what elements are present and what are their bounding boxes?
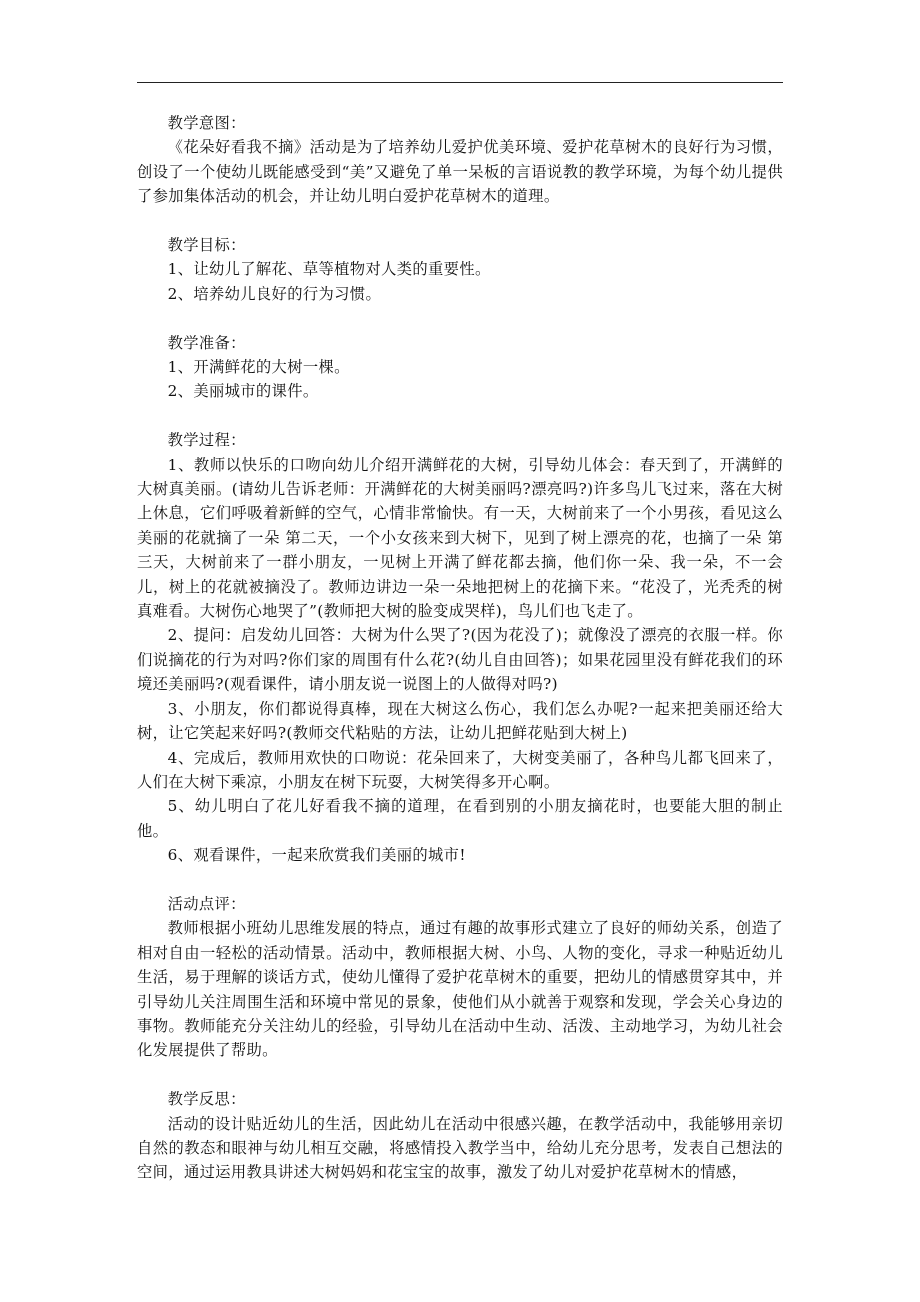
section-goals	[137, 233, 783, 306]
process-step: 6、观看课件，一起来欣赏我们美丽的城市!	[167, 846, 466, 865]
section-prep	[137, 331, 783, 404]
section-heading: 教学目标：	[167, 236, 246, 255]
process-step: 4、完成后，教师用欢快的口吻说：花朵回来了，大树变美丽了，各种鸟儿都飞回来了，人们在大树下乘凉，小朋友在树下玩耍，大树笑得多开心啊。	[137, 748, 783, 791]
process-step: 2、提问：启发幼儿回答：大树为什么哭了?(因为花没了)；就像没了漂亮的衣服一样。你们说摘花的行为对吗?你们家的周围有什么花?(幼儿自由回答)；如果花园里没有鲜花我们的环境还美丽吗?(观看课件，请小朋友说一说图上的人做得对吗?)	[137, 626, 783, 694]
spacer	[137, 306, 783, 330]
intent-paragraph: 《花朵好看我不摘》活动是为了培养幼儿爱护优美环境、爱护花草树木的良好行为习惯，创设了一个使幼儿既能感受到“美”又避免了单一呆板的言语说教的教学环境，为每个幼儿提供了参加集体活动的机会，并让幼儿明白爱护花草树木的道理。	[137, 138, 783, 206]
process-step: 3、小朋友，你们都说得真棒，现在大树这么伤心，我们怎么办呢?一起来把美丽还给大树，让它笑起来好吗?(教师交代粘贴的方法，让幼儿把鲜花贴到大树上)	[137, 699, 783, 743]
section-reflection	[137, 1087, 783, 1185]
spacer	[137, 404, 783, 428]
prep-item: 2、美丽城市的课件。	[167, 382, 319, 401]
section-heading: 教学准备：	[167, 333, 246, 352]
reflection-paragraph: 活动的设计贴近幼儿的生活，因此幼儿在活动中很感兴趣，在教学活动中，我能够用亲切自然的教态和眼神与幼儿相互交融，将感情投入教学当中，给幼儿充分思考，发表自己想法的空间，通过运用教具讲述大树妈妈和花宝宝的故事，激发了幼儿对爱护花草树木的情感，	[137, 1114, 783, 1182]
spacer	[137, 868, 783, 892]
document-body	[137, 111, 783, 1185]
prep-item: 1、开满鲜花的大树一棵。	[167, 358, 350, 377]
section-heading: 活动点评：	[167, 894, 246, 913]
section-heading: 教学意图：	[167, 114, 246, 132]
spacer	[137, 209, 783, 233]
process-step: 1、教师以快乐的口吻向幼儿介绍开满鲜花的大树，引导幼儿体会：春天到了，开满鲜的大树真美丽。(请幼儿告诉老师：开满鲜花的大树美丽吗?漂亮吗?)许多鸟儿飞过来，落在大树上休息，它们呼吸着新鲜的空气，心情非常愉快。有一天，大树前来了一个小男孩，看见这么美丽的花就摘了一朵 第二天，一个小女孩来到大树下，见到了树上漂亮的花，也摘了一朵 第三天，大树前来了一群小朋友，一见树上开满了鲜花都去摘，他们你一朵、我一朵，不一会儿，树上的花就被摘没了。教师边讲边一朵一朵地把树上的花摘下来。“花没了，光秃秃的树真难看。大树伤心地哭了”(教师把大树的脸变成哭样)，鸟儿们也飞走了。	[137, 455, 783, 621]
spacer	[137, 1063, 783, 1087]
goal-item: 1、让幼儿了解花、草等植物对人类的重要性。	[167, 260, 491, 279]
section-heading: 教学反思：	[167, 1090, 246, 1109]
goal-item: 2、培养幼儿良好的行为习惯。	[167, 284, 382, 303]
section-heading: 教学过程：	[167, 431, 246, 450]
review-paragraph: 教师根据小班幼儿思维发展的特点，通过有趣的故事形式建立了良好的师幼关系，创造了相对自由一轻松的活动情景。活动中，教师根据大树、小鸟、人物的变化，寻求一种贴近幼儿生活，易于理解的谈话方式，使幼儿懂得了爱护花草树木的重要，把幼儿的情感贯穿其中，并引导幼儿关注周围生活和环境中常见的景象，使他们从小就善于观察和发现，学会关心身边的事物。教师能充分关注幼儿的经验，引导幼儿在活动中生动、活泼、主动地学习，为幼儿社会化发展提供了帮助。	[137, 919, 783, 1060]
section-intent	[137, 111, 783, 209]
process-step: 5、幼儿明白了花儿好看我不摘的道理，在看到别的小朋友摘花时，也要能大胆的制止他。	[137, 797, 783, 840]
section-review	[137, 892, 783, 1063]
section-process	[137, 428, 783, 867]
header-rule	[137, 82, 783, 83]
